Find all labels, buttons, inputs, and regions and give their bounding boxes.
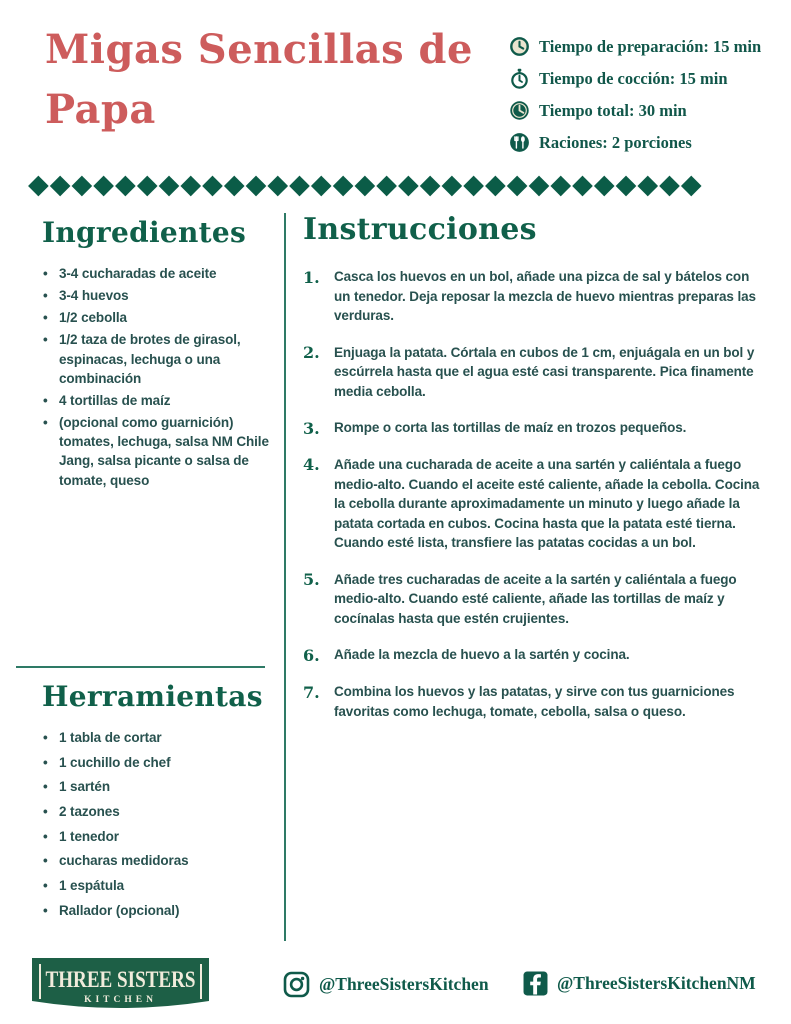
step-number: 5.: [303, 570, 320, 590]
step-number: 3.: [303, 418, 320, 438]
tool-item: • 1 sartén: [42, 777, 278, 796]
instruction-step: [303, 455, 768, 553]
servings-row: [509, 132, 761, 153]
cook-time-row: [509, 68, 761, 89]
ingredients-heading: Ingredientes: [42, 216, 247, 249]
tool-item: • 1 espátula: [42, 876, 278, 895]
tools-heading: Herramientas: [42, 680, 263, 713]
step-text: Añade la mezcla de huevo a la sartén y cocina.: [334, 647, 630, 663]
instagram-handle-group[interactable]: [283, 971, 489, 998]
tool-item: • 1 tabla de cortar: [42, 728, 278, 747]
cook-time-label: Tiempo de cocción: 15 min: [539, 68, 728, 88]
facebook-handle[interactable]: @ThreeSistersKitchenNM: [557, 973, 756, 993]
three-sisters-kitchen-logo: [30, 956, 211, 1024]
logo-line1: THREE SISTERS: [45, 967, 196, 992]
prep-time-row: [509, 36, 761, 57]
step-text: Casca los huevos en un bol, añade una pizca de sal y bátelos con un tenedor. Deja reposar la mezcla de huevo mientras preparas las verduras.: [334, 269, 756, 324]
instructions-section: [303, 212, 768, 738]
total-time-label: Tiempo total: 30 min: [539, 100, 687, 120]
step-text: Añade tres cucharadas de aceite a la sartén y caliéntala a fuego medio-alto. Cuando esté caliente, añade las tortillas de maíz y cocínalas hasta que estén crujientes.: [334, 571, 737, 626]
prep-time-clock-icon: [509, 36, 530, 57]
step-text: Rompe o corta las tortillas de maíz en trozos pequeños.: [334, 420, 687, 436]
tool-item: • Rallador (opcional): [42, 901, 278, 920]
instruction-step: [303, 418, 768, 438]
step-number: 1.: [303, 267, 320, 287]
ingredient-item: • 1/2 cebolla: [42, 308, 278, 327]
logo-line2: KITCHEN: [84, 995, 157, 1005]
ingredient-item: • (opcional como guarnición) tomates, lechuga, salsa NM Chile Jang, salsa picante o salsa de tomate, queso: [42, 413, 278, 490]
step-number: 7.: [303, 682, 320, 702]
step-text: Enjuaga la patata. Córtala en cubos de 1 cm, enjuágala en un bol y escúrrela hasta que el agua esté casi transparente. Pica finamente media cebolla.: [334, 344, 755, 399]
tool-item: • cucharas medidoras: [42, 851, 278, 870]
tool-item: • 1 tenedor: [42, 827, 278, 846]
servings-label: Raciones: 2 porciones: [539, 132, 692, 152]
logo-banner-icon: [30, 956, 211, 1019]
instructions-heading: Instrucciones: [303, 212, 537, 247]
instagram-icon: [283, 971, 310, 998]
facebook-handle-group[interactable]: [523, 971, 756, 996]
column-divider-line: [284, 213, 286, 941]
recipe-title: Migas Sencillas de Papa: [45, 26, 473, 133]
tools-list: [42, 728, 278, 920]
total-time-row: [509, 100, 761, 121]
step-number: 2.: [303, 343, 320, 363]
instruction-step: [303, 343, 768, 402]
instruction-step: [303, 570, 768, 629]
step-text: Combina los huevos y las patatas, y sirve con tus guarniciones favoritas como lechuga, tomate, cebolla, salsa o queso.: [334, 684, 735, 719]
ingredient-item: • 1/2 taza de brotes de girasol, espinacas, lechuga o una combinación: [42, 330, 278, 387]
ingredient-item: • 3-4 cucharadas de aceite: [42, 264, 278, 283]
step-text: Añade una cucharada de aceite a una sartén y caliéntala a fuego medio-alto. Cuando el aceite esté caliente, añade la cebolla. Cocina la cebolla durante aproximadamente un minuto y luego añade la patata cortada en cubos. Cocina hasta que la patata esté tierna. Cuando esté lista, transfiere las patatas cocidas a un bol.: [334, 456, 760, 551]
prep-time-label: Tiempo de preparación: 15 min: [539, 36, 762, 56]
instruction-step: [303, 645, 768, 665]
servings-utensils-icon: [509, 132, 530, 153]
ingredient-item: • 3-4 huevos: [42, 286, 278, 305]
recipe-meta: [509, 36, 761, 153]
tools-section: [42, 680, 278, 925]
tool-item: • 2 tazones: [42, 802, 278, 821]
tools-divider-line: [16, 666, 265, 668]
instruction-step: [303, 267, 768, 326]
ingredient-item: • 4 tortillas de maíz: [42, 391, 278, 410]
step-number: 4.: [303, 455, 320, 475]
diamond-divider: ◆◆◆◆◆◆◆◆◆◆◆◆◆◆◆◆◆◆◆◆◆◆◆◆◆◆◆◆◆◆◆: [28, 171, 703, 198]
tool-item: • 1 cuchillo de chef: [42, 753, 278, 772]
ingredients-section: [42, 216, 278, 493]
instructions-list: [303, 267, 768, 721]
stopwatch-icon: [509, 68, 530, 89]
instagram-handle[interactable]: @ThreeSistersKitchen: [319, 974, 489, 994]
facebook-icon: [523, 971, 548, 996]
total-time-clock-icon: [509, 100, 530, 121]
ingredients-list: [42, 264, 278, 490]
step-number: 6.: [303, 645, 320, 665]
instruction-step: [303, 682, 768, 721]
